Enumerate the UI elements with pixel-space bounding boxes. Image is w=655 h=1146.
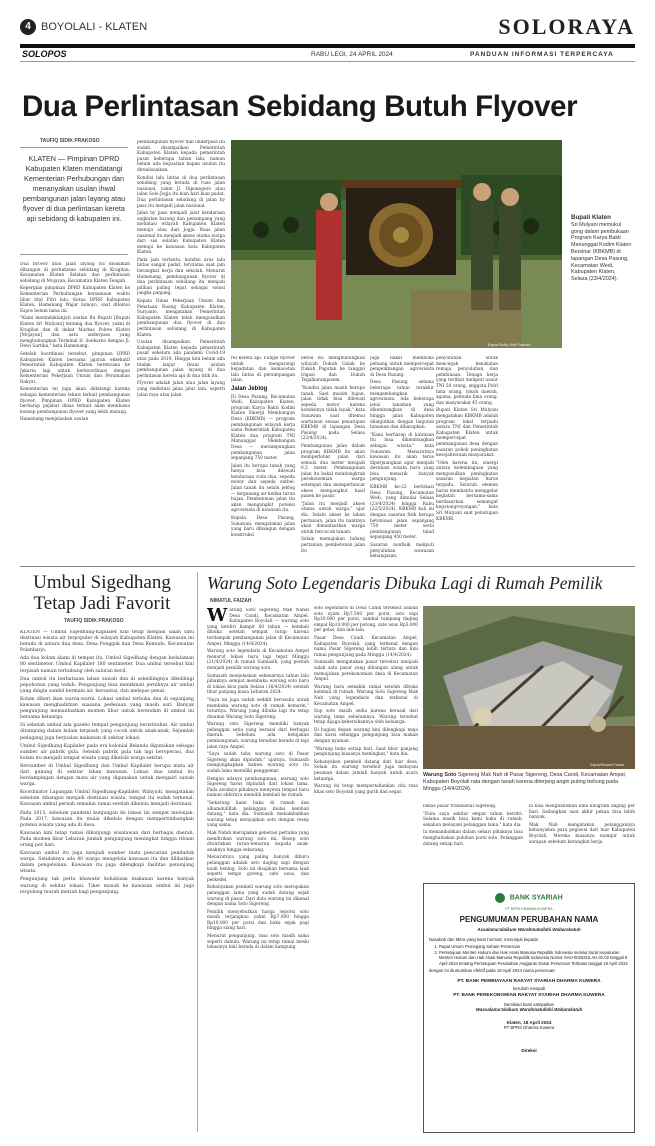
collapsed-warung-illustration [423, 606, 635, 769]
paragraph: Kepala Dinas Pekerjaan Umum dan Penataan Ruang Kabupaten Klaten, Suryanto, mengatakan Pemerintah Kabupaten Klaten telah mengusulkan pembangunan dua flyover di dua perlintasan sebidang di Kabupaten Klaten. [137, 299, 225, 338]
a2-a3-divider [197, 572, 198, 1132]
paragraph: Koordinator Lapangan Umbul Sigedhang-Kapilaler, Wahyudi, mengatakan sebelum dibangun menjadi destinasi wisata, tempat itu sudah terkenal. Kawasan umbul pernah semakin ramai setelah dikelola menjadi destinasi. [20, 790, 194, 808]
ad-greeting: Assalamu'alaikum Warahmatullahi Wabarakatuh [477, 927, 581, 932]
paragraph: la bisa menghabiskan lima kilogram daging per hari. Sedangkan saat akhir pekan bisa lebih banyak. [529, 804, 635, 821]
paragraph: Dua umbul itu berbatasan lahan sawah dan di sekelilingnya dikelilingi pepohonan yang teduh. Pengunjung bisa menikmati jernihnya air umbul yang dingin sambil bermain air, bersantai, dan melepas penat. [20, 676, 194, 694]
paragraph: Ia menambahkan dalam sehari pihaknya bisa menghabiskan puluhan porsi soto. Pelanggan datang setiap hari. [423, 830, 523, 847]
paragraph: soto legendaris di Desa Candi tersebut adalah soto ayam Rp7.500 per porsi, soto sapi Rp10.000 per porsi, sambal tumpang daging empal Rp10.000 per potong, sate usus Rp5.000 per gelas, dan lain-lain. [314, 606, 418, 634]
paragraph: rel kereta api. Fungsi flyover untuk mengurangi kepadatan dan kemacetan lalu lintas di persimpangan jalan. [231, 356, 295, 384]
a1-col3 [231, 356, 295, 562]
paragraph: Jalan by pass menjadi jalur kendaraan angkutan barang dan penumpang yang melintasi wilayah Kabupaten Klaten menuju atau dari Jogja. Ruas jalan nasional itu menjadi akses utama warga dari sisi selatan Kabupaten Klaten menuju ke kawasan kota Kabupaten Klaten. [137, 211, 225, 256]
a2-body [20, 630, 194, 1130]
bank-name-change-ad [423, 883, 635, 1133]
solopos-logo: SOLOPOS [22, 49, 67, 59]
gong-ceremony-illustration [231, 140, 562, 348]
a3-caption-text: Sigereng Mak Nah di Pasar Sigereng, Desa Candi, Kecamatan Ampel, Kabupaten Boyolali rata dengan tanah karena diterjang angin puting beliung pada Minggu (14/4/2024). [423, 772, 627, 792]
paragraph: "Kami menindaklanjuti usulan Bu Bupati [Bupati Klaten Sri Mulyani] tentang dua flyover, yakni di Kragilan dan di dekat Markas Polres Klaten [Mojayan] dan satu underpass yang menghubungkan Terminal Ir. Soekarno dengan Jl. Dewi Sartika," kata Hamenang. [20, 316, 130, 350]
paragraph: "Sekarang kami buka di rumah dan alhamdulillah pelanggan mulai kembali datang," kata dia. Sumiasih menambahkan warung tetap menyajikan soto dengan resep yang sama. [207, 801, 309, 829]
paragraph: Kolam diberi ikan warna-warni. Lokasi umbul terbuka dan di sepanjang kawasan menghadirkan suasana pedesaan yang masih asri. Banyak pengunjung memanfaatkan momen libur untuk berendam di umbul ini bersama keluarga. [20, 696, 194, 721]
a1-col6 [436, 356, 498, 562]
paragraph: Mak Nah mengatakan pelanggannya kebanyakan para pegawai dari luar Kabupaten Boyolali. Mereka biasanya mampir untuk sarapan sebelum berangkat kerja. [529, 822, 635, 845]
a1-col5 [370, 356, 434, 562]
bank-logo [429, 889, 629, 911]
paragraph: KBKMB ke-22 berlokasi Desa Pasung, Kecamatan Wedi, yang dimulai Selasa (23/4/2024) hingga Rabu (22/5/2024). KBKMB kali ini dengan sasaran fisik berupa betonisasi jalan sepanjang 750 meter serta pembangunan talud sepanjang 450 meter. [370, 485, 434, 541]
a1-byline-rule [20, 147, 128, 148]
ad-item: 1. Rapat Umum Pemegang Saham Perseroan [439, 944, 629, 950]
a1-caption [571, 215, 633, 283]
section-label: BOYOLALI - KLATEN [41, 21, 148, 33]
paragraph: "Jalan itu menjadi akses utama untuk warga," ujar dia. Selain akses ke lahan pertanian, jalan itu nantinya akan dimanfaatkan warga untuk bercocok tanam. [301, 501, 365, 535]
paragraph: "Kami berharap di kawasan itu bisa dikembangkan sebagai wisata," kata Sunawan. Menurutnya kawasan itu akan terus diperjuangkan agar menjadi destinasi wisata baru yang bisa menarik banyak pengunjung. [370, 432, 434, 483]
bank-logo-icon [495, 893, 505, 903]
ad-change-to: berubah menjadi [512, 986, 545, 992]
paragraph: Sumiasih mengatakan pasar tersebut menjadi salah satu pasar yang dibangun ulang untuk memajukan perekonomian desa di Kecamatan Ampel. [314, 660, 418, 683]
paragraph: Pemilik menyebutkan harga seporsi soto masih terjangkau yakni Rp7.000 hingga Rp10.000 per porsi dan buka sejak pagi hingga siang hari. [207, 909, 309, 932]
paragraph: Kebanyakan pembeli datang dari luar desa. Selain itu warung tersebut juga melayani pesanan dalam jumlah banyak untuk acara keluarga. [314, 759, 418, 782]
ad-salam: Wassalamu'alaikum Warahmatullahi Wabarakatuh [475, 1007, 583, 1013]
a3-headline: Warung Soto Legendaris Dibuka Lagi di Rumah Pemilik [207, 573, 603, 593]
a3-caption-title: Warung Soto [423, 772, 457, 778]
paragraph: Di bagian depan warung kini dilengkapi meja dan kursi sehingga pengunjung bisa makan dengan nyaman. [314, 727, 418, 745]
a1-subhead-jalan-jeblog: Jalan Jeblog [231, 385, 268, 392]
paragraph: Kebanyakan pembeli warung soto merupakan pelanggan lama yang sudah datang sejak warung di pasar. Dari dulu warung ini dikenal dengan nama Soto Sigereng. [207, 885, 309, 908]
paragraph: Dengan adanya pembangunan, warung soto Sigereng harus dipindah dari lokasi lama. Pada awalnya pihaknya menyewa tempat baru namun akhirnya memilih kembali ke rumah. [207, 776, 309, 799]
a3-col4 [423, 804, 523, 876]
paragraph: Kawasan kini tetap ramai dikunjungi wisatawan dari berbagai daerah. Pada momen libur Lebaran jumlah pengunjung meningkat hingga ribuan orang per hari. [20, 830, 194, 848]
paragraph: juga bakal membuka peluang untuk mempercepat pengembangan agrowisata di Desa Pasung. [370, 356, 434, 378]
ad-closing: Demikian kami sampaikan [503, 1002, 555, 1008]
paragraph: Setelah koordinasi tersebut, pimpinan DPRD Kabupaten Klaten bersama jajaran eksekutif Pemerintah Kabupaten Klaten berencana ke Jakarta lagi untuk berkoordinasi dengan Kementerian Pekerjaan Umum dan Perumahan Rakyat. [20, 351, 130, 385]
a3-photo-collapsed-warung [423, 606, 635, 769]
paragraph: Umbul Sigedhang-Kapilaler pada era kolonial Belanda digunakan sebagai sumber air pabrik gula. Setelah pabrik gula tak lagi beroperasi, dua kolam itu menjadi tempat wisata yang dikelola warga sekitar. [20, 743, 194, 761]
a2-byline: TAUFIQ SIDIK PRAKOSO [64, 618, 124, 624]
a1-byline: TAUFIQ SIDIK PRAKOSO [40, 138, 100, 144]
ad-new-name: PT. BANK PEREKONOMIAN RAKYAT SYARIAH DHARMA KUWERA [453, 993, 605, 999]
a3-caption [423, 772, 635, 792]
paragraph: Di Desa Pasung, Kecamatan Wedi, Kabupaten Klaten, program Karya Bakti Kodim Klaten Sinergi Membangun Desa (KBKMB) — program pembangunan wilayah kerja sama Pemerintah Kabupaten Klaten dan program TNI Manunggal Membangun Desa — merampungkan pembangunan jalan sepanjang 750 meter. [231, 394, 295, 462]
paragraph: Pengunjung tak perlu khawatir kehabisan makanan karena banyak warung di sekitar lokasi. Tiket masuk ke kawasan umbul ini juga tergolong murah meriah bagi pengunjung. [20, 877, 194, 895]
ad-company: PT BPRS Dharma Kuwera [503, 1025, 555, 1031]
ad-title: PENGUMUMAN PERUBAHAN NAMA [459, 915, 599, 924]
ad-statement: dengan ini diumumkan efektif pada 18 April 2024 nama perseroan: [429, 968, 556, 974]
paragraph: Kepergian pimpinan DPRD Kabupaten Klaten ke Kementerian Perhubungan bersamaan waktu libur Idul Fitri lalu. Ketua DPRD Kabupaten Klaten, Hamenang Wajar Ismoyo, saat ditemui Espos belum lama ini. [20, 286, 130, 314]
ad-place-date: Klaten, 18 April 2024 [506, 1020, 552, 1026]
paragraph: Di sebelah umbul ada gazebo tempat pengunjung beristirahat. Air umbul ditampung dalam kolam terpisah yang cocok untuk anak-anak. Sejumlah pedagang juga berjualan makanan di sekitar lokasi. [20, 723, 194, 741]
paragraph: Selain memajukan bidang pertanian, pembetonan jalan itu [301, 537, 365, 554]
paragraph: Pada jam tertentu, kondisi arus lalu lintas sangat padat, terutama saat jam berangkat kerja dan sekolah. Menurut Hamenang, pembangunan flyover di dua perlintasan sebidang itu menjadi pilihan paling tepat sebagai solusi jangka panjang. [137, 257, 225, 297]
a1-caption-text: Sri Mulyani memukul gong dalam pembukaan Program Karya Bakti Manunggal Kodim Klaten Bersinar (KBKMB) di lapangan Desa Pasung, Kecamatan Wedi, Kabupaten Klaten, Selasa (23/4/2024). [571, 221, 632, 283]
paragraph: Sup soto masih sedia karena berasal dari warung lama sebelumnya. Warung tersebut tetap dijaga kebersihannya oleh keluarga. [314, 709, 418, 726]
bank-logo-sub: PT BPRS DHARMA KUWERA [505, 907, 553, 911]
paragraph: Warung soto legendaris di Kecamatan Ampel menurut lokasi baru lagi tepat Minggu (21/4/2024) di rumah Sumiasih, yang pernah menjadi pemilik warung soto. [207, 649, 309, 671]
a1-caption-title: Bupati Klaten [571, 214, 611, 221]
paragraph: Pada 2015, sebelum pandemi kunjungan ke lokasi ini sempat melonjak. Pada 2017, kawasan itu mulai dikelola dengan mempertimbangkan potensi wisata yang ada di desa. [20, 810, 194, 828]
ad-item: 2. Persetujuan Menteri Hukum dan Hak Asasi Manusia Republik Indonesia melalui Surat Keputusan Menteri Hukum dan Hak Asasi Manusia Republik Indonesia Nomor AHU-0025315.AH.01.02 tanggal 8 April 2024 tentang Persetujuan Perubahan Anggaran Dasar Perseroan Terbatas tanggal 18 April 2024 [439, 950, 629, 967]
a3-byline: NIMATUL FAIZAH [210, 598, 252, 604]
a3-col5 [529, 804, 635, 876]
paragraph: Menurutnya yang paling banyak diburu pelanggan adalah soto daging sapi dengan kuah bening. Soto ini disajikan bersama lauk seperti tempe goreng, sate usus, dan perkedel. [207, 855, 309, 883]
ad-items [429, 944, 629, 966]
issue-date: RABU LEGI, 24 APRIL 2024 [311, 51, 393, 58]
paragraph: "Dulu saya sekitar empat tahun berdiri. Selama masih bisa kami buka di rumah, sekalian melayani pelanggan lama," kata dia. [423, 811, 523, 828]
paragraph: Dua flyover atau jalan layang itu diusulkan dibangun di perlintasan sebidang di Kragilan, Kecamatan Klaten Selatan dan perlintasan sebidang di Mojayan, Kecamatan Klaten Tengah. [20, 262, 130, 284]
paragraph: Kawasan umbul itu juga menjadi sumber mata pencarian penduduk warga. Setidaknya ada 40 warga mengelola kawasan itu dan dilibatkan dalam pengelolaan. Kawasan itu juga dilengkapi fasilitas penunjang wisata. [20, 851, 194, 875]
page-number-badge: 4 [20, 19, 36, 35]
paragraph: Mak Nahdi merupakan generasi pertama yang mendirikan warung soto ini. Resep soto diwariskan turun-temurun kepada anak-anaknya hingga sekarang. [207, 830, 309, 853]
a1-lead-rule [20, 254, 128, 255]
paragraph: "Saya sudah tahu warung soto di Pasar Sigereng akan dipindah," ujarnya. Sumiasih mengungkapkan bahwa warung soto itu sudah lama memiliki penggemar. [207, 752, 309, 775]
a1-lead: KLATEN — Pimpinan DPRD Kabupaten Klaten mendatangi Kementerian Perhubungan dan menanyakan usulan ihwal pembangunan jalan layang atau flyover di dua perlintasan kereta api sebidang di kabupaten ini. [22, 154, 126, 223]
paragraph: Desa Pasung selama beberapa tahun terakhir mengembangkan agrowisata. Ada beberapa jenis tanaman yang dikembangkan di desa hingga jalan Kabupaten dilanjutkan dengan lanjutan tanaman dan diharapkan. [370, 380, 434, 431]
paragraph: Kepala Desa Pasung, Sunawan, mengatakan jalan yang baru dibangun dengan konstruksi [231, 516, 295, 538]
a1-bottom-rule [20, 566, 635, 567]
bank-logo-text: BANK SYARIAH [509, 894, 563, 902]
paragraph: Pasar Desa Candi, Kecamatan Ampel, Kabupaten Boyolali, yang terkenal dengan nama Pasar Sigereng lebih tertata dan kini ramai pengunjung pada Minggu (14/4/2024). [314, 635, 418, 658]
a3-col3 [314, 606, 418, 1130]
paragraph: Warung soto Sigereng memiliki banyak pelanggan setia yang berasal dari berbagai daerah. Sebelum ada kebijakan pembangunan, warung tersebut berada di tepi jalan raya Ampel. [207, 722, 309, 750]
paragraph: Bupati Klaten Sri Mulyani mengatakan KBKMB adalah program lokal terpadu antara TNI dan Pemerintah Kabupaten Klaten untuk mempercepat pembangunan desa dengan sasaran pokok peningkatan kesejahteraan masyarakat. [436, 408, 498, 459]
ad-signatory: Direksi [521, 1048, 537, 1054]
paragraph: pembangunan flyover dan underpass itu sudah disampaikan Pemerintah Kabupaten Klaten kepada pemerintah pusat beberapa tahun lalu, namun belum ada kepastian kapan usulan itu direalisasikan. [137, 140, 225, 173]
tagline: PANDUAN INFORMASI TERPERCAYA [470, 51, 614, 58]
paragraph: Menurut pengunjung, rasa soto masih sama seperti dahulu. Warung ini tetap ramai meski lokasinya kini berada di dalam kampung. [207, 934, 309, 951]
a1-photo-credit: Espos/Taufiq Sidik Prakoso [488, 343, 531, 347]
paragraph: "Kondisi jalan masih berupa tanah. Saat musim hujan, jalan tidak bisa dilewati sepeda motor karena kondisinya tidak layak," kata Sunawan saat ditemui wartawan seusai penutupan KBKMB di lapangan Desa Pasung pada Selasa (23/4/2024). [301, 385, 365, 442]
paragraph: Pembangunan jalan dalam program KBKMB itu akan memperlebar jalan dari semula dua meter menjadi 6,5 meter. Pembangunan jalan itu bakal mendongkrak perekonomian warga setempat dan memperlancar akses mengangkut hasil panen ke pasar. [301, 443, 365, 500]
paragraph: "Warung buka setiap hari. Saat libur panjang pengunjung biasanya meningkat," kata dia. [314, 746, 418, 758]
paragraph: KLATEN — Umbul Sigedhang-Kapilaler kini tetap menjadi salah satu destinasi wisata air terpopuler di wilayah Kabupaten Klaten. Kawasan ini berada di antara dua desa, Desa Ponggok dan Desa Kemudo, Kecamatan Polanharjo. [20, 630, 194, 654]
paragraph: arung Soto Sigereng Mak Nahdi Desa Candi, Kecamatan Ampel, Kabupaten Boyolali — warung soto yang berdiri hampir 60 tahun — kembali dibuka setelah sempat tutup karena terdampak pembangunan jalan di Kecamatan Ampel, Minggu (14/4/2024). [207, 608, 309, 647]
paragraph: Warung baru semakin ramai setelah dibuka kembali di rumah. Warung Soto Sigereng Mak Nah yang legendaris dan terkenal di Kecamatan Ampel. [314, 684, 418, 707]
a1-col2 [137, 140, 225, 562]
paragraph: "Oleh karena itu, sinergi antara kelembagaan yang mengusulkan peningkatan sasaran kegiatan harus terpadu. Seluruh elemen harus membantu menggelar kegiatan bersama-sama berdasarkan semangat kegotongroyongan," kata Sri Mulyani saat penutupan KBKMB. [436, 460, 498, 522]
paragraph: Jalan itu berupa tanah yang hanya bisa dilewati kendaraan roda dua, sepeda motor dan sepeda onthel. Jalan tanah itu selalu jeblog — tergenang air ketika turun hujan. Pembetonan jalan itu akan mengungkit potensi agrowisata di kawasan itu. [231, 463, 295, 514]
paragraph: Warung ini tetap mempertahankan cita rasa khas soto Boyolali yang gurih dan segar. [314, 784, 418, 795]
paragraph: "Saya ini juga sudah sedikit berusaha untuk membuka warung soto di rumah kemarin," tuturnya. Warung yang dibuka lagi itu tetap dinamai Warung Soto Sigereng. [207, 697, 309, 720]
a1-photo-gong-ceremony [231, 140, 562, 348]
paragraph: Kementerian ini juga akan didatangi karena sebagai kementerian teknis terkait pembangunan flyover. Pimpinan DPRD Kabupaten Klaten berharap pejabat dinas terkait akan membawa konsep pembangunan flyover yang lebih matang. [20, 387, 130, 415]
paragraph: Flyover adalah jalan atau jalan layang yang melintasi jalan jalur lain, seperti jalan raya atau jalan [137, 381, 225, 398]
ad-old-name: PT. BANK PEMBIAYAAN RAKYAT SYARIAH DHARMA KUWERA [457, 979, 601, 985]
a1-col4 [301, 356, 365, 562]
paragraph: Ada dua kolam alami di tempat itu, Umbul Sigedhang dengan kedalaman 80 sentimeter. Umbul Kapilaler 180 sentimeter. Dua umbul tersebut kini terpisah namun terhubung oleh saluran kecil. [20, 656, 194, 674]
paragraph: Kondisi lalu lintas di dua perlintasan sebidang yang berada di ruas jalan nasional, yakni Jl. Diponegoro atau jalan Solo-Jogja itu kian hari kian padat. Dua perlintasan sebidang di jalan by pass itu menjadi jalan nasional. [137, 175, 225, 209]
paragraph: Bersumber di Umbul Sigedhang dan Umbul Kapilaler berupa mata air dari gunung di sekitar lahan kawasan. Lokasi dua umbul itu berdampingan dengan mata air yang digunakan untuk mengairi sawah warga. [20, 763, 194, 788]
a1-col1 [20, 262, 130, 562]
a1-headline: Dua Perlintasan Sebidang Butuh Flyover [22, 90, 578, 123]
ad-intro: Nasabah dan Mitra yang kami hormati, menunjuk kepada [429, 937, 538, 942]
paragraph: Sumiasih menjelaskan sebenarnya tahun lalu pihaknya sempat membuka warung soto baru di lokasi kios pada Selasa (16/4/2024) setelah libur panjang masa Lebaran 2024. [207, 673, 309, 696]
paragraph: Usulan disampaikan Pemerintah Kabupaten Klaten kepada pemerintah pusat sebelum ada pandemi Covid-19 atau pada 2019. Hingga kini belum ada tindak lanjut ihwal usulan pembangunan jalan layang di dua perlintasan kereta api di dua titik itu. [137, 340, 225, 379]
a2-headline: Umbul Sigedhang Tetap Jadi Favorit [33, 572, 171, 614]
a3-col1 [207, 608, 309, 1130]
header-rule [20, 61, 635, 62]
paragraph: beton itu menghubungkan wilayah Dukuh Galak ke Dukuh Pagutan ke tanggul irigasi dan Dukuh Tegalkarangasem. [301, 356, 365, 384]
a1-col6b [566, 356, 633, 562]
paragraph: penyuluhan untuk mencegah kenakalan remaja, penyuluhan, dan pembinaan. Tenaga kerja yang terlibat meliputi unsur TNI 50 orang, anggota Polri lima orang, tokoh daerah, agama, pemuda lima orang, dan masyarakat 45 orang. [436, 356, 498, 406]
paragraph: bekas pasar tradisional Sigereng. [423, 804, 497, 809]
paragraph: Sasaran nonfisik meliputi penyuluhan wawasan kebangsaan, [370, 543, 434, 560]
paragraph: Hamenang menjelaskan usulan [20, 417, 89, 423]
edition-title: SOLORAYA [498, 14, 635, 39]
a3-photo-credit: Espos/Nimatul Faizah [590, 763, 625, 767]
header-divider [20, 44, 635, 48]
a3-dropcap: W [207, 608, 228, 626]
